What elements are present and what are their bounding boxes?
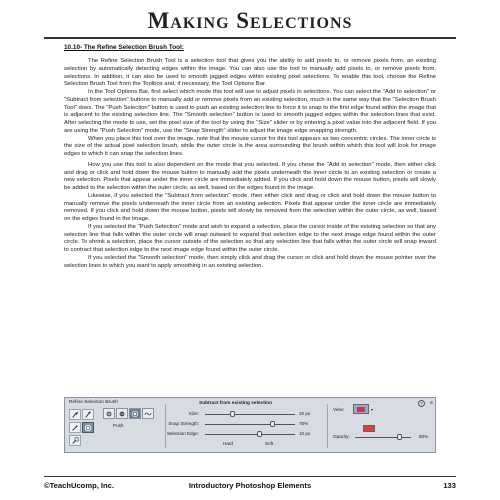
snap-strength-value[interactable]: 75%	[299, 421, 309, 426]
push-mode-label: Push	[113, 423, 124, 428]
section-heading: 10.10- The Refine Selection Brush Tool:	[64, 44, 184, 51]
snap-strength-slider-track[interactable]	[205, 424, 295, 425]
selection-edge-row	[166, 431, 319, 438]
smooth-selection-icon[interactable]	[142, 408, 154, 419]
refine-selection-brush-tool-icon[interactable]	[82, 422, 94, 433]
view-label: View:	[333, 407, 345, 412]
paragraph: The Refine Selection Brush Tool is a selection tool that gives you the ability to add pixels to, or remove pixels from, an existing selection by automatically detecting edges within the image. You can also use the tool to manually add pixels to, or remove pixels from, selections. In addition, it can also be used to smooth jagged edges within existing pixel selections. To enable this tool, choose the Refine Selection Brush Tool from the Toolbox and, if necessary, the Tool Options Bar.	[64, 58, 436, 88]
opacity-value[interactable]: 80%	[419, 434, 429, 439]
selection-edge-slider-track[interactable]	[205, 434, 295, 435]
selection-edge-value[interactable]: 10 px	[299, 431, 311, 436]
chevron-down-icon[interactable]: ▾	[371, 407, 374, 412]
overlay-color-swatch[interactable]	[363, 425, 375, 432]
selection-edge-label: Selection Edge:	[166, 431, 199, 436]
magic-wand-tool-icon[interactable]	[69, 422, 81, 433]
brush-settings	[166, 401, 319, 451]
view-settings	[333, 401, 433, 451]
footer-divider	[44, 476, 456, 477]
paragraph: In the Tool Options Bar, first select which mode this tool will use to adjust pixels in selections. You can select the "Add to selection" or "Subtract from selection" buttons to manually add or remove pixels from an existing selection, much in the same way that the "Selection Brush Tool" does. The "Push Selection" button is used to push an existing selection line to force it to snap to the first edge found within the image that is adjacent to the existing selection line. The "Smooth selection" button is used to smooth jagged edges within the selection lines that exist. After selecting the mode to use, set the pixel size of the tool by using the "Size" slider or by entering a pixel value into the adjacent field. If you are using the "Push Selection" mode, use the "Snap Strength" slider to adjust the image edge snapping strength.	[64, 89, 436, 134]
page-number: 133	[443, 481, 456, 490]
paragraph: If you selected the "Smooth selection" mode, then simply click and drag the cursor or click and hold down the mouse pointer over the selection lines to which you want to apply smoothing in an existing selection.	[64, 254, 436, 269]
selection-edge-slider-knob[interactable]	[257, 431, 262, 437]
footer-copyright: ©TeachUcomp, Inc.	[44, 481, 115, 490]
size-row	[169, 411, 319, 418]
snap-strength-row	[169, 421, 319, 428]
selection-brush-tool-icon[interactable]	[82, 409, 94, 420]
edge-hard-label: Hard	[223, 441, 233, 446]
size-label: Size:	[188, 411, 199, 416]
tool-options-title: Refine Selection Brush	[69, 400, 118, 405]
mode-title: Subtract from existing selection	[199, 401, 273, 406]
view-mode-selector[interactable]	[353, 404, 369, 414]
help-icon[interactable]: ?	[418, 400, 425, 407]
size-slider-knob[interactable]	[230, 411, 235, 417]
opacity-slider-knob[interactable]	[397, 434, 402, 440]
page-title: Making Selections	[147, 8, 353, 33]
snap-strength-slider-knob[interactable]	[270, 421, 275, 427]
edge-soft-label: Soft	[265, 441, 274, 446]
quick-selection-tool-icon[interactable]	[69, 409, 81, 420]
paragraph: If you selected the "Push Selection" mode and wish to expand a selection, place the cursor inside of the existing selection so that any selection line that falls within the outer circle will snap outward to expand that selection edge to the next image edge found within the outer circle. To shrink a selection, place the cursor outside of the selection so that any selection line that falls within the outer circle will snap inward to contract that selection edge to the next image edge found within the outer circle.	[64, 223, 436, 253]
opacity-label: Opacity:	[333, 434, 350, 439]
tool-options-bar-figure	[64, 397, 436, 453]
toolbar-divider	[327, 404, 328, 448]
paragraph: Likewise, if you selected the "Subtract from selection" mode, then either click and drag or click and hold down the mouse button to manually remove the pixels underneath the inner circle from an existing selection. Pixels that appear under the inner circle are immediately removed. If you click and hold down the mouse button, pixels will slowly be removed from the selection within the outer circle, as well, based on the edges found in the image.	[64, 192, 436, 222]
title-divider	[44, 37, 456, 39]
document-body	[64, 43, 436, 270]
paragraph: How you use this tool is also dependent on the mode that you selected. If you chose the "Add to selection" mode, then either click and drag or click and hold down the mouse button to manually add the pixels underneath the inner circle to an existing selection or create a new selection. Pixels that appear under the inner circle are immediately added. If you click and hold down the mouse button, pixels will slowly be added to the selection within the outer circle, as well, based on the edges found in the image.	[64, 161, 436, 191]
footer-book-title: Introductory Photoshop Elements	[188, 481, 312, 490]
subtract-from-selection-icon[interactable]	[116, 408, 128, 419]
push-selection-icon[interactable]	[129, 408, 141, 419]
paragraph: When you place this tool over the image, note that the mouse cursor for this tool appears as two concentric circles. The inner circle is the size of the actual pixel selection brush, while the outer circle is the area surrounding the brush within which this tool will look for image edges to which it can snap the selection lines.	[64, 135, 436, 157]
tool-selector	[69, 409, 99, 449]
snap-strength-label: Snap Strength:	[168, 421, 199, 426]
size-slider-track[interactable]	[205, 414, 295, 415]
auto-selection-tool-icon[interactable]	[69, 435, 81, 446]
menu-icon[interactable]: ≡	[430, 400, 433, 406]
size-value[interactable]: 32 px	[299, 411, 311, 416]
add-to-selection-icon[interactable]	[103, 408, 115, 419]
brush-mode-buttons	[103, 408, 154, 420]
opacity-slider-track[interactable]	[355, 437, 411, 438]
